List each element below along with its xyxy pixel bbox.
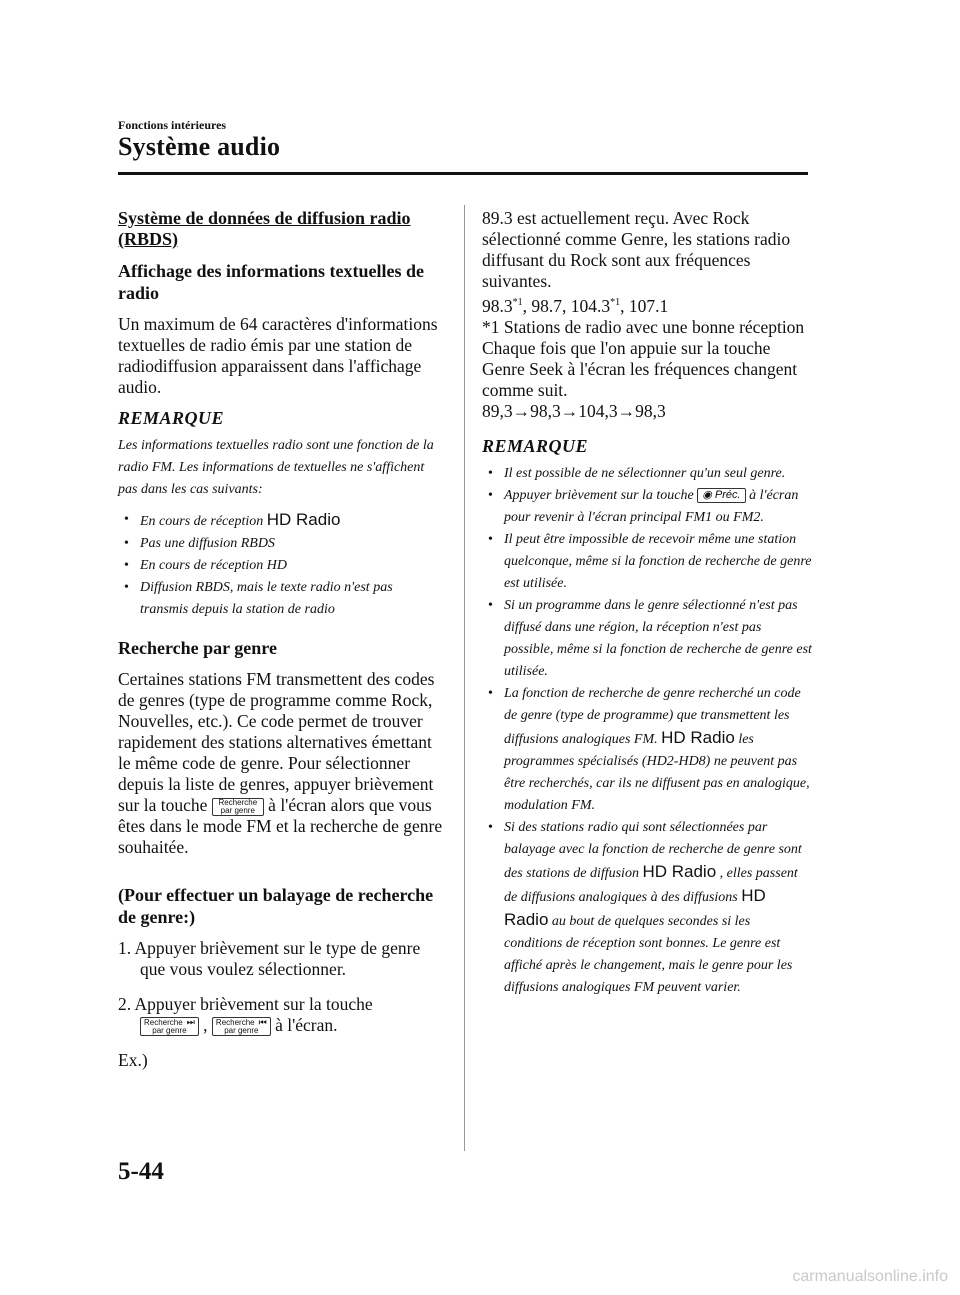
next-track-icon: ⏭: [186, 1017, 195, 1028]
list-item: • Pas une diffusion RBDS: [118, 533, 443, 555]
note-2-b: à l'écran pour revenir à l'écran principal FM1 ou FM2.: [504, 487, 799, 525]
list-item: • Diffusion RBDS, mais le texte radio n'est pas transmis depuis la station de radio: [118, 577, 443, 621]
freq-a: 98.3: [482, 295, 513, 316]
note-bullets-left: [118, 509, 443, 621]
para-seek: Chaque fois que l'on appuie sur la touche Genre Seek à l'écran les fréquences changent comme suit.: [482, 337, 798, 400]
para-affichage: Un maximum de 64 caractères d'informations textuelles de radio émis par une station de radiodiffusion apparaissent dans l'affichage audio.: [118, 314, 438, 397]
page-number: 5-44: [118, 1158, 164, 1185]
list-item: [482, 817, 812, 999]
step-1: 1. Appuyer brièvement sur le type de genre que vous voulez sélectionner.: [118, 938, 421, 979]
step-2-b: à l'écran.: [275, 1015, 338, 1035]
genre-seek-next-button: [140, 1017, 199, 1036]
prec-label: Préc.: [714, 489, 741, 502]
btn-label-2: par genre: [220, 805, 255, 815]
hd-radio-logo: HD Radio: [266, 510, 341, 529]
prec-button: [697, 488, 745, 503]
back-icon: ◉: [702, 489, 712, 502]
note-6-c: au bout de quelques secondes si les conditions de réception sont bonnes. Le genre est affiché après le changement, mais le genre pour les diffusions analogiques FM peuvent varier.: [504, 913, 793, 995]
note-text-left: Les informations textuelles radio sont une fonction de la radio FM. Les informations de textuelles ne s'affichent pas dans les cas suivants:: [118, 438, 434, 497]
note-5-b: les programmes spécialisés (HD2-HD8) ne peuvent pas être recherchés, car ils ne diffusent pas en analogique, modulation FM.: [504, 731, 810, 813]
hd-radio-logo: HD Radio: [661, 727, 735, 747]
hd-radio-logo: HD Radio: [642, 861, 717, 881]
note-6-a: Si des stations radio qui sont sélectionnées par balayage avec la fonction de recherche de genre sont des stations de diffusion: [504, 819, 802, 881]
btn-label-1: Recherche: [215, 1018, 255, 1028]
bullet-text: En cours de réception: [140, 514, 264, 529]
left-column: [118, 208, 443, 1081]
step-2-a: 2. Appuyer brièvement sur la touche: [118, 994, 373, 1014]
example-label: Ex.): [118, 1050, 148, 1071]
para-current: 89.3 est actuellement reçu. Avec Rock sélectionné comme Genre, les stations radio diffusant du Rock sont aux fréquences suivantes.: [482, 208, 791, 291]
step-2-sep: ,: [203, 1015, 208, 1035]
recherche-par-genre-button: [212, 798, 264, 816]
list-item: • En cours de réception HD: [118, 555, 443, 577]
btn-label-2: par genre: [224, 1026, 259, 1036]
list-item: [118, 509, 443, 533]
para-genre-b: à l'écran alors que vous êtes dans le mode FM et la recherche de genre souhaitée.: [118, 795, 443, 857]
section-label: Fonctions intérieures: [118, 118, 227, 132]
hd-radio-logo: HD Radio: [504, 885, 766, 929]
frequency-sequence: 89,3→98,3→104,3→98,3: [482, 400, 666, 421]
list-item: • Si un programme dans le genre sélectionné n'est pas diffusé dans une région, la réception n'est pas possible, même si la fonction de recherche de genre est utilisée.: [482, 595, 812, 683]
note-title-left: REMARQUE: [118, 408, 225, 428]
para-genre-a: Certaines stations FM transmettent des codes de genres (type de programme comme Rock, Nouvelles, etc.). Ce code permet de trouver rapidement des stations alternatives émettant le même code de genre. Pour sélectionner depuis la liste de genres, appuyer brièvement sur la touche: [118, 669, 435, 815]
btn-label-1: Recherche: [218, 797, 258, 807]
note-6-b: , elles passent de diffusions analogiques à des diffusions: [504, 865, 798, 905]
heading-affichage: Affichage des informations textuelles de radio: [118, 261, 424, 303]
heading-balayage: (Pour effectuer un balayage de recherche de genre:): [118, 885, 434, 927]
column-divider: [464, 205, 465, 1151]
footnote: *1 Stations de radio avec une bonne réception: [482, 316, 805, 337]
frequency-list: [482, 292, 812, 317]
page-title: Système audio: [118, 132, 281, 161]
list-item: [482, 485, 812, 529]
title-rule: [118, 172, 808, 175]
btn-label-2: par genre: [152, 1026, 187, 1036]
list-item: [482, 683, 812, 817]
para-genre: [118, 669, 443, 858]
sup-2: *1: [610, 297, 621, 308]
step-2: [118, 994, 443, 1036]
freq-b: , 98.7, 104.3: [522, 295, 611, 316]
genre-seek-prev-button: [212, 1017, 271, 1036]
note-5-a: La fonction de recherche de genre recherché un code de genre (type de programme) que transmettent les diffusions analogiques FM.: [504, 685, 801, 747]
right-column: [482, 208, 812, 1015]
note-2-a: Appuyer brièvement sur la touche: [504, 487, 694, 503]
note-title-right: REMARQUE: [482, 435, 589, 456]
prev-track-icon: ⏮: [258, 1017, 267, 1028]
freq-c: , 107.1: [620, 295, 669, 316]
watermark: carmanualsonline.info: [792, 1268, 948, 1285]
list-item: • Il est possible de ne sélectionner qu'un seul genre.: [482, 463, 812, 485]
heading-genre: Recherche par genre: [118, 638, 277, 658]
sup-1: *1: [512, 297, 523, 308]
list-item: • Il peut être impossible de recevoir même une station quelconque, même si la fonction de recherche de genre est utilisée.: [482, 529, 812, 595]
heading-rbds: Système de données de diffusion radio (RBDS): [118, 208, 411, 249]
note-bullets-right: [482, 463, 812, 999]
btn-label-1: Recherche: [144, 1018, 183, 1028]
